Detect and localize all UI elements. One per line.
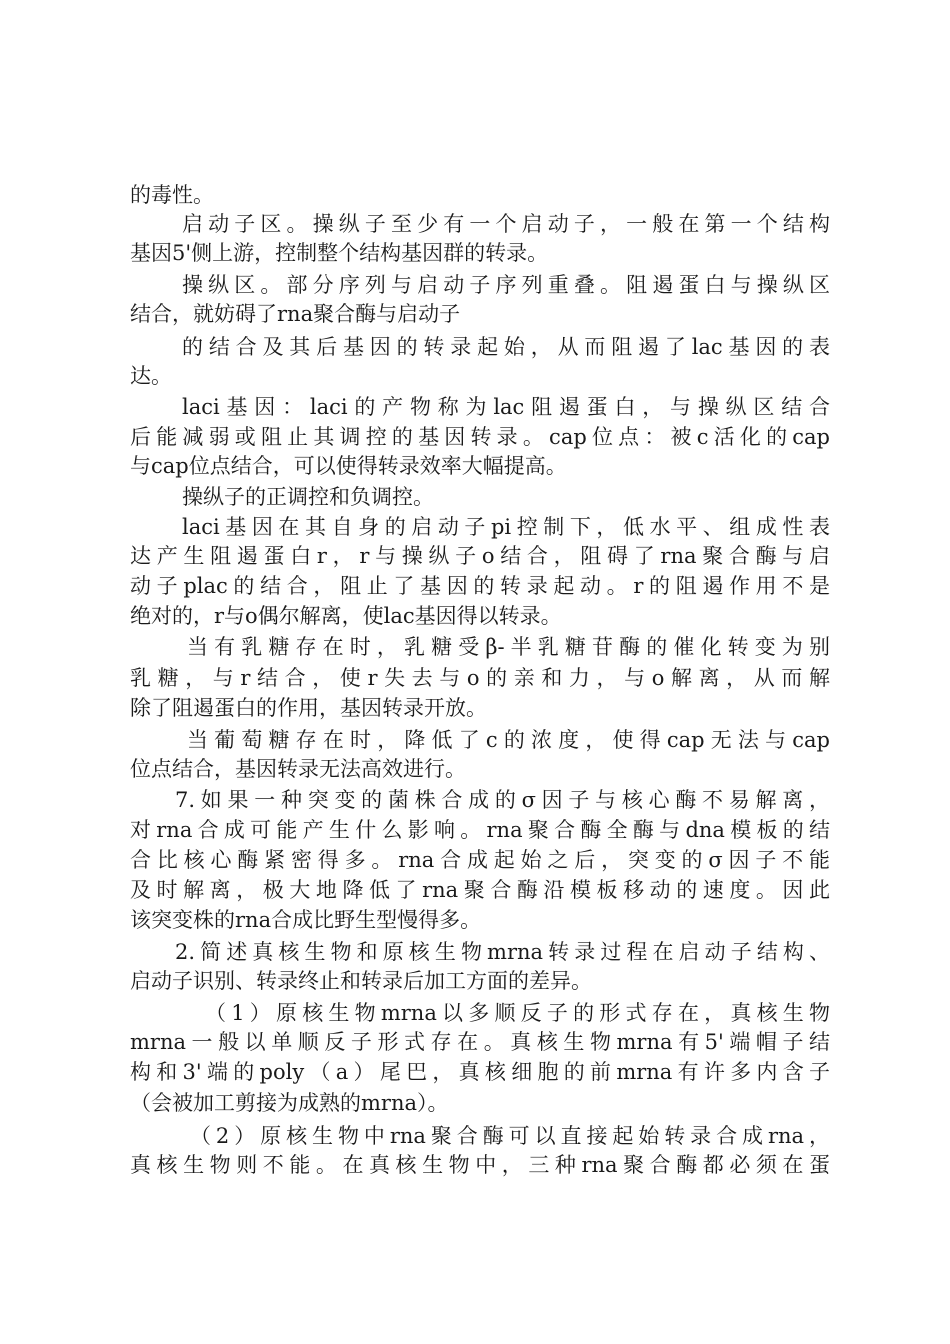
text-line: 及时解离，极大地降低了rna聚合酶沿模板移动的速度。因此 (130, 878, 830, 902)
text-line: 绝对的，r与o偶尔解离，使lac基因得以转录。 (130, 604, 562, 628)
text-line: 后能减弱或阻止其调控的基因转录。cap位点：被c活化的cap (130, 425, 830, 449)
text-line: 乳糖，与r结合，使r失去与o的亲和力，与o解离，从而解 (130, 666, 830, 690)
text-line: 启动子识别、转录终止和转录后加工方面的差异。 (130, 969, 592, 993)
text-line: 达产生阻遏蛋白r，r与操纵子o结合，阻碍了rna聚合酶与启 (130, 544, 830, 568)
text-line: mrna一般以单顺反子形式存在。真核生物mrna有5'端帽子结 (130, 1030, 830, 1054)
text-line: 达。 (130, 364, 172, 388)
text-line: laci基因：laci的产物称为lac阻遏蛋白，与操纵区结合 (182, 395, 830, 419)
text-line: 启动子区。操纵子至少有一个启动子，一般在第一个结构 (182, 212, 830, 236)
text-line: （2）原核生物中rna聚合酶可以直接起始转录合成rna， (190, 1124, 830, 1148)
text-line: 当葡萄糖存在时，降低了c的浓度，使得cap无法与cap (187, 728, 830, 752)
text-line: 的结合及其后基因的转录起始，从而阻遏了lac基因的表 (182, 335, 830, 359)
text-line: laci基因在其自身的启动子pi控制下，低水平、组成性表 (182, 515, 830, 539)
text-line: 操纵区。部分序列与启动子序列重叠。阻遏蛋白与操纵区 (182, 273, 830, 297)
text-line: 对rna合成可能产生什么影响。rna聚合酶全酶与dna模板的结 (130, 818, 830, 842)
text-line: 该突变株的rna合成比野生型慢得多。 (130, 908, 482, 932)
text-line: 结合，就妨碍了rna聚合酶与启动子 (130, 302, 461, 326)
text-line: 构和3'端的poly（a）尾巴，真核细胞的前mrna有许多内含子 (130, 1060, 830, 1084)
text-line: （1）原核生物mrna以多顺反子的形式存在，真核生物 (205, 1001, 830, 1025)
text-line: （会被加工剪接为成熟的mrna）。 (130, 1091, 449, 1115)
text-line: 7.如果一种突变的菌株合成的σ因子与核心酶不易解离， (175, 788, 830, 812)
text-line: 2.简述真核生物和原核生物mrna转录过程在启动子结构、 (175, 940, 830, 964)
text-line: 合比核心酶紧密得多。rna合成起始之后，突变的σ因子不能 (130, 848, 830, 872)
text-line: 位点结合，基因转录无法高效进行。 (130, 757, 466, 781)
text-line: 操纵子的正调控和负调控。 (182, 485, 434, 509)
text-line: 与cap位点结合，可以使得转录效率大幅提高。 (130, 454, 567, 478)
text-line: 除了阻遏蛋白的作用，基因转录开放。 (130, 696, 487, 720)
text-line: 的毒性。 (130, 183, 214, 207)
text-line: 动子plac的结合，阻止了基因的转录起动。r的阻遏作用不是 (130, 574, 830, 598)
text-line: 基因5'侧上游，控制整个结构基因群的转录。 (130, 241, 549, 265)
text-line: 真核生物则不能。在真核生物中，三种rna聚合酶都必须在蛋 (130, 1153, 830, 1177)
text-line: 当有乳糖存在时，乳糖受β-半乳糖苷酶的催化转变为别 (187, 635, 830, 659)
